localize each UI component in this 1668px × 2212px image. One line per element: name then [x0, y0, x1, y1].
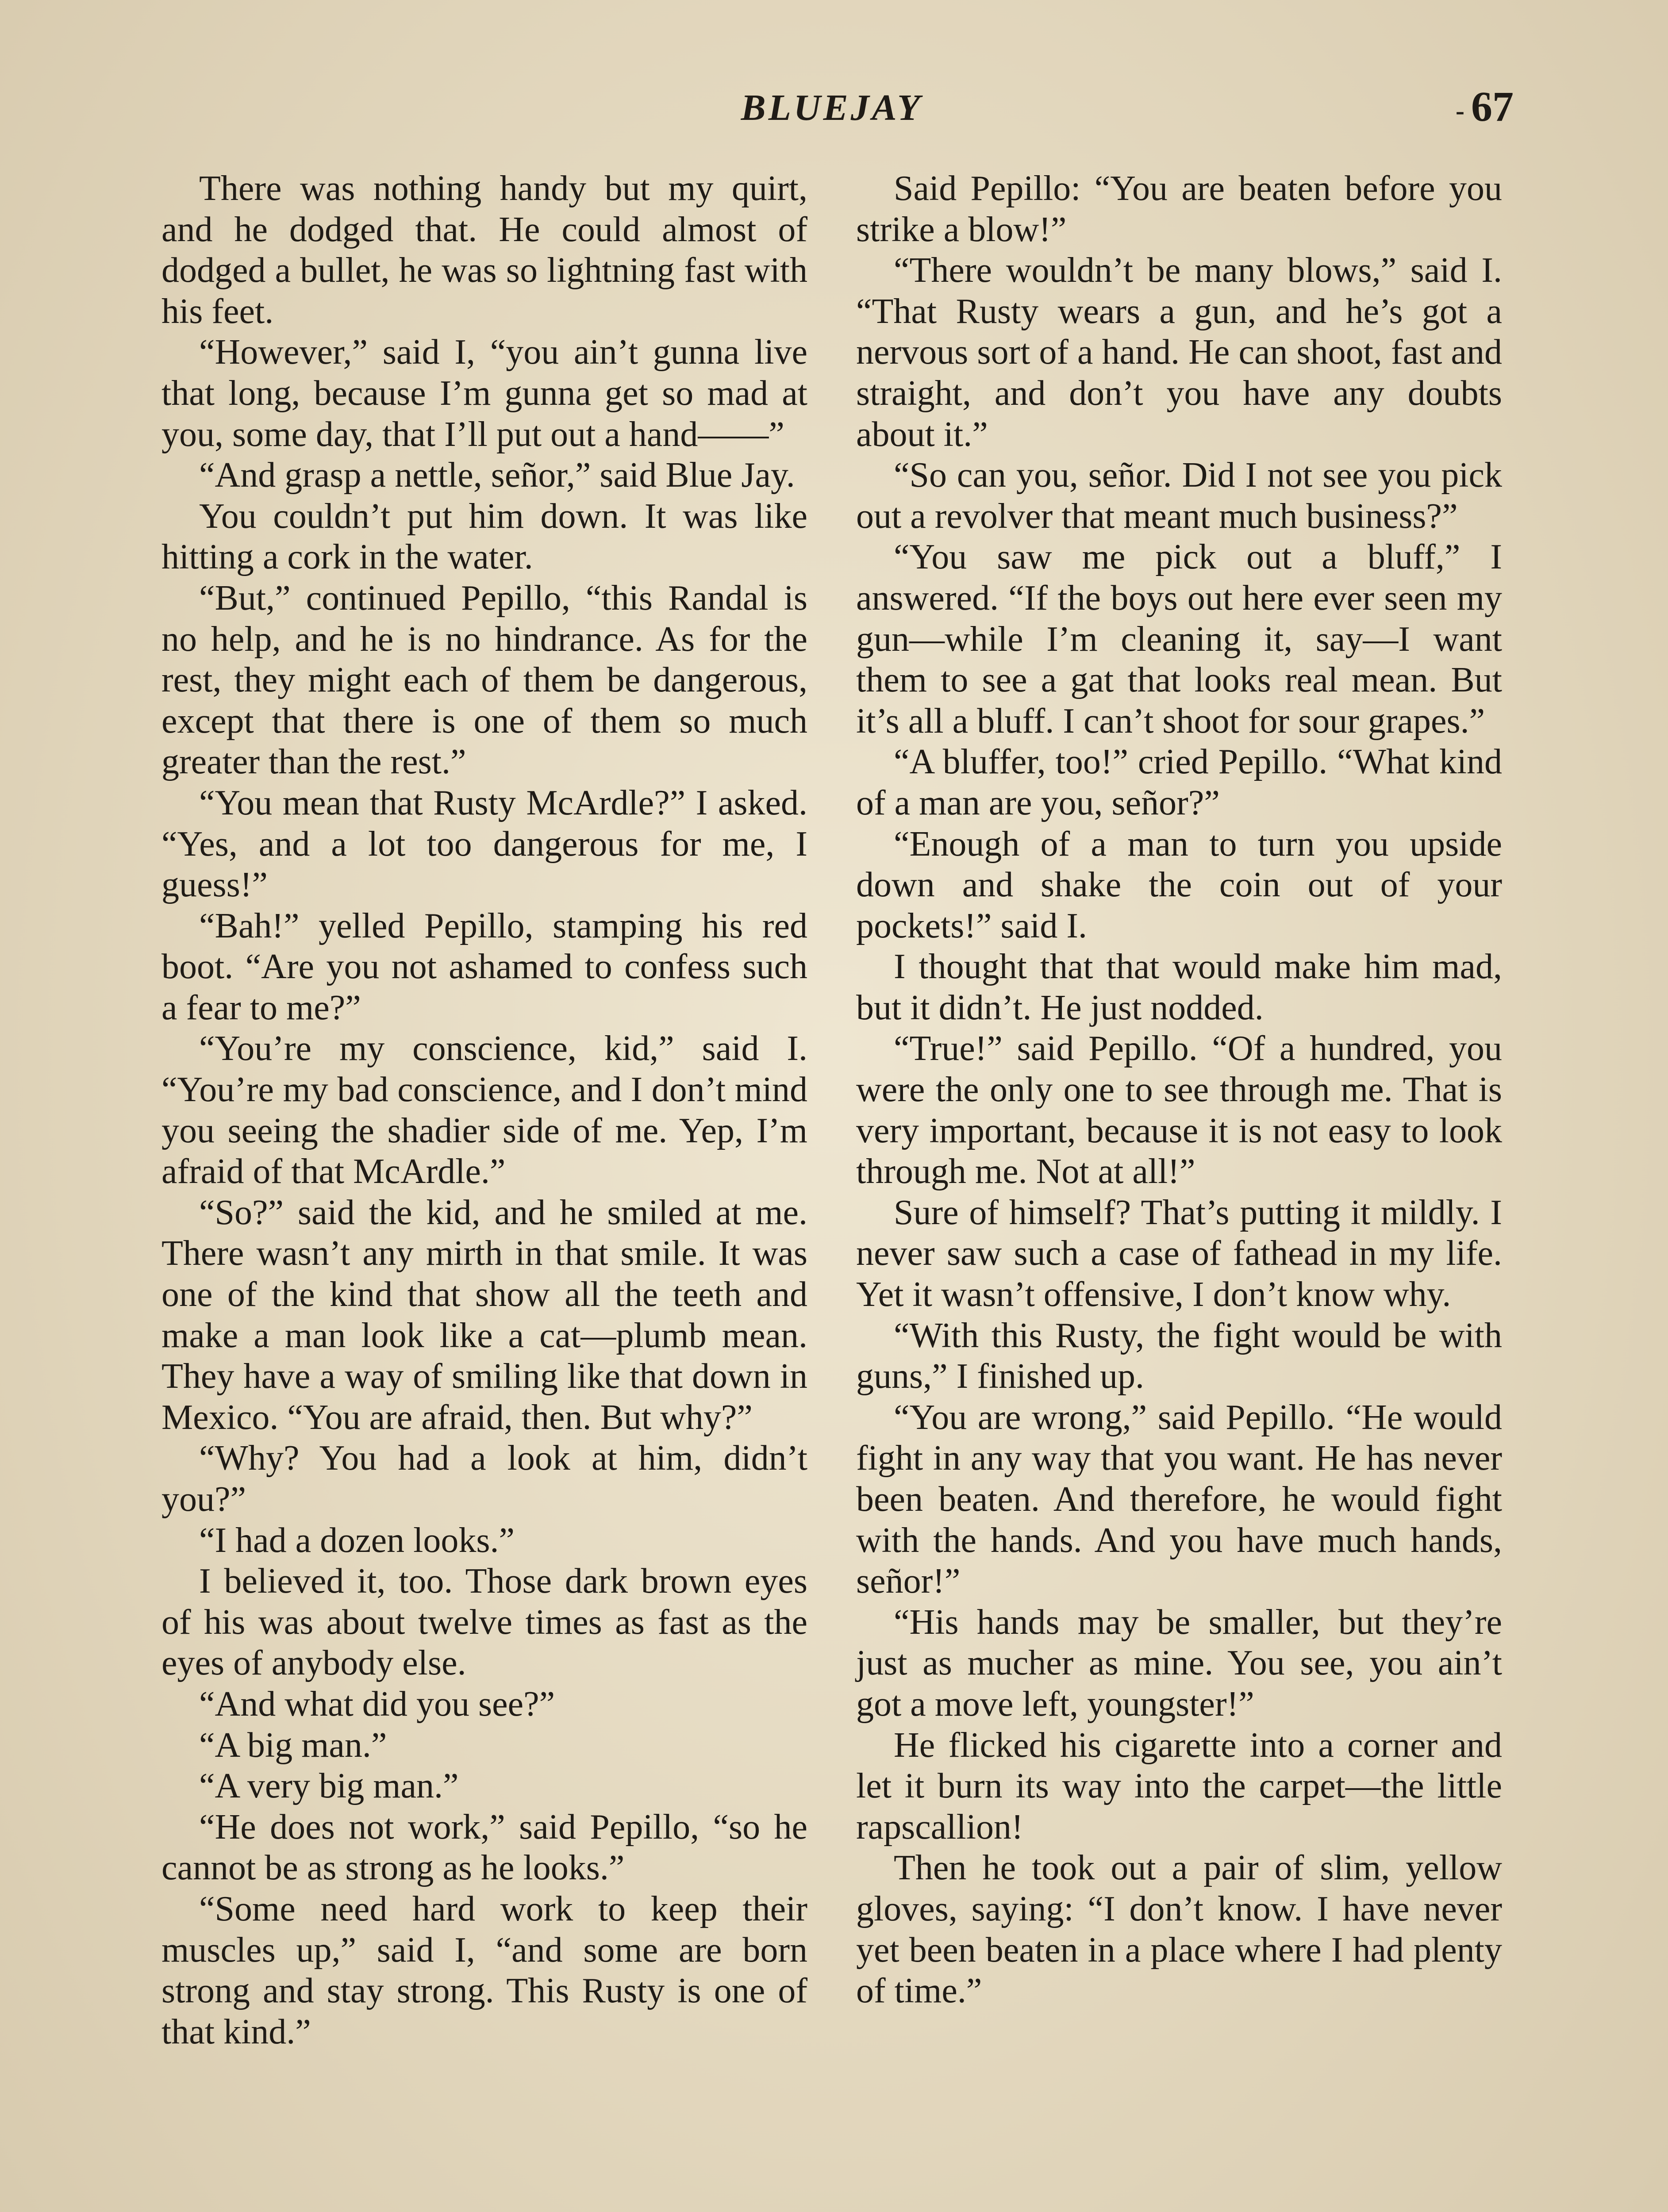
- running-head-title: BLUEJAY: [741, 87, 923, 128]
- paragraph: There was nothing handy but my quirt, and he dodged that. He could almost of dodged a bullet, he was so lightning fast with his feet.: [161, 169, 807, 331]
- paragraph: I believed it, too. Those dark brown eyes of his was about twelve times as fast as the eyes of anybody else.: [161, 1562, 807, 1683]
- paragraph: “And grasp a nettle, señor,” said Blue Jay.: [199, 456, 795, 495]
- paragraph: “You saw me pick out a bluff,” I answered. “If the boys out here ever seen my gun—while I’m cleaning it, say—I want them to see a gat that looks real mean. But it’s all a bluff. I can’t shoot for sour grapes.”: [856, 538, 1502, 741]
- paragraph: “Bah!” yelled Pepillo, stamping his red boot. “Are you not ashamed to confess such a fear to me?”: [161, 906, 807, 1027]
- right-text-column: [856, 168, 1502, 2012]
- paragraph: “You’re my conscience, kid,” said I. “You’re my bad conscience, and I don’t mind you seeing the shadier side of me. Yep, I’m afraid of that McArdle.”: [161, 1029, 807, 1191]
- paragraph: “A bluffer, too!” cried Pepillo. “What kind of a man are you, señor?”: [856, 742, 1502, 822]
- paragraph: “Enough of a man to turn you upside down and shake the coin out of your pockets!” said I.: [856, 824, 1502, 945]
- paragraph: “You are wrong,” said Pepillo. “He would fight in any way that you want. He has never been beaten. And therefore, he would fight with the hands. And you have much hands, señor!”: [856, 1398, 1502, 1601]
- paragraph: Said Pepillo: “You are beaten before you strike a blow!”: [856, 169, 1502, 249]
- paragraph: “A big man.”: [199, 1725, 387, 1765]
- paragraph: He flicked his cigarette into a corner and let it burn its way into the carpet—the little rapscallion!: [856, 1725, 1502, 1847]
- paragraph: “You mean that Rusty McArdle?” I asked. “Yes, and a lot too dangerous for me, I guess!”: [161, 783, 807, 905]
- paragraph: “With this Rusty, the fight would be with guns,” I finished up.: [856, 1316, 1502, 1396]
- paragraph: “Some need hard work to keep their muscles up,” said I, “and some are born strong and stay strong. This Rusty is one of that kind.”: [161, 1889, 807, 2051]
- paragraph: “Why? You had a look at him, didn’t you?”: [161, 1439, 807, 1519]
- paragraph: “But,” continued Pepillo, “this Randal is no help, and he is no hindrance. As for the rest, they might each of them be dangerous, except that there is one of them so much greater than the rest.”: [161, 578, 807, 782]
- paragraph: “However,” said I, “you ain’t gunna live that long, because I’m gunna get so mad at you, some day, that I’ll put out a hand——”: [161, 333, 807, 454]
- paragraph: You couldn’t put him down. It was like hitting a cork in the water.: [161, 496, 807, 577]
- page-number: - 67: [1456, 82, 1518, 131]
- paragraph: Sure of himself? That’s putting it mildly. I never saw such a case of fathead in my life. Yet it wasn’t offensive, I don’t know why.: [856, 1193, 1502, 1314]
- left-text-column: [161, 168, 807, 2052]
- paragraph: “A very big man.”: [199, 1767, 459, 1806]
- paragraph: “So?” said the kid, and he smiled at me. There wasn’t any mirth in that smile. It was one of the kind that show all the teeth and make a man look like a cat—plumb mean. They have a way of smiling like that down in Mexico. “You are afraid, then. But why?”: [161, 1193, 807, 1437]
- paragraph: “And what did you see?”: [199, 1684, 555, 1724]
- paragraph: I thought that that would make him mad, but it didn’t. He just nodded.: [856, 947, 1502, 1027]
- paragraph: “True!” said Pepillo. “Of a hundred, you were the only one to see through me. That is very important, because it is not easy to look through me. Not at all!”: [856, 1029, 1502, 1191]
- paragraph: “His hands may be smaller, but they’re just as mucher as mine. You see, you ain’t got a move left, youngster!”: [856, 1602, 1502, 1724]
- paragraph: “There wouldn’t be many blows,” said I. “That Rusty wears a gun, and he’s got a nervous sort of a hand. He can shoot, fast and straight, and don’t you have any doubts about it.”: [856, 251, 1502, 454]
- paragraph: “I had a dozen looks.”: [199, 1521, 515, 1560]
- paragraph: Then he took out a pair of slim, yellow gloves, saying: “I don’t know. I have never yet been beaten in a place where I had plenty of time.”: [856, 1848, 1502, 2011]
- paragraph: “He does not work,” said Pepillo, “so he cannot be as strong as he looks.”: [161, 1807, 807, 1888]
- paragraph: “So can you, señor. Did I not see you pick out a revolver that meant much business?”: [856, 456, 1502, 536]
